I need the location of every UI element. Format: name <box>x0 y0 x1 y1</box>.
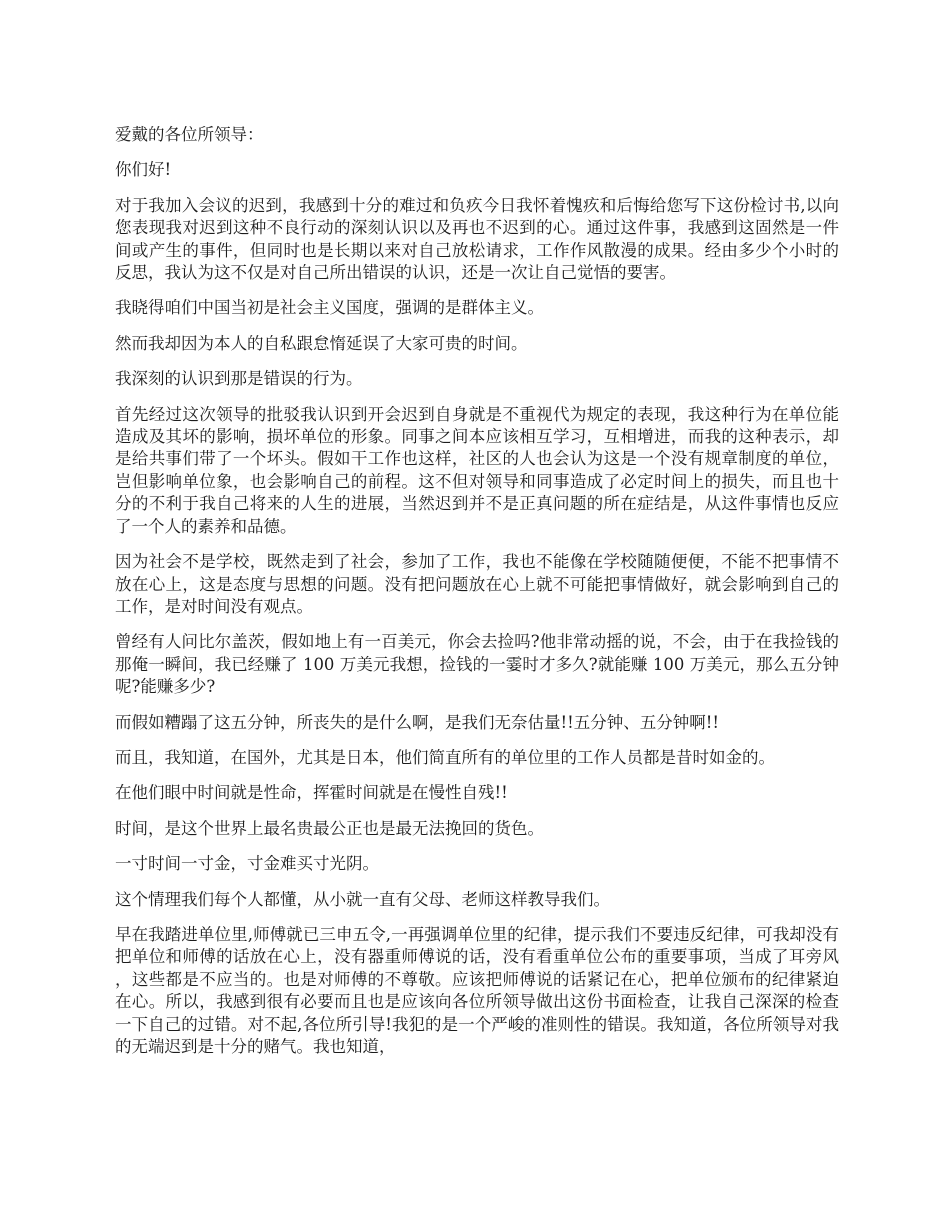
paragraph: 首先经过这次领导的批驳我认识到开会迟到自身就是不重视代为规定的表现，我这种行为在单位能造成及其坏的影响，损坏单位的形象。同事之间本应该相互学习，互相增进，而我的这种表示，却是给共事们带了一个坏头。假如干工作也这样，社区的人也会认为这是一个没有规章制度的单位，岂但影响单位象，也会影响自己的前程。这不但对领导和同事造成了必定时间上的损失，而且也十分的不利于我自己将来的人生的进展，当然迟到并不是正真问题的所在症结是，从这件事情也反应了一个人的素养和品德。 <box>115 404 839 536</box>
paragraph: 而且，我知道，在国外，尤其是日本，他们简直所有的单位里的工作人员都是昔时如金的。 <box>115 747 775 767</box>
paragraph: 然而我却因为本人的自私跟怠惰延误了大家可贵的时间。 <box>115 333 528 353</box>
paragraph: 对于我加入会议的迟到，我感到十分的难过和负疚今日我怀着愧疚和后悔给您写下这份检讨书,以向您表现我对迟到这种不良行动的深刻认识以及再也不迟到的心。通过这件事，我感到这固然是一件间或产生的事件，但同时也是长期以来对自己放松请求，工作作风散漫的成果。经由多少个小时的反思，我认为这不仅是对自己所出错误的认识，还是一次让自己觉悟的要害。 <box>115 195 839 283</box>
paragraph: 我晓得咱们中国当初是社会主义国度，强调的是群体主义。 <box>115 298 544 318</box>
paragraph: 一寸时间一寸金，寸金难买寸光阴。 <box>115 854 379 874</box>
paragraph: 而假如糟蹋了这五分钟，所丧失的是什么啊，是我们无奈估量!!五分钟、五分钟啊!! <box>115 712 720 732</box>
paragraph: 我深刻的认识到那是错误的行为。 <box>115 369 363 389</box>
greeting: 你们好! <box>115 160 172 180</box>
salutation: 爱戴的各位所领导： <box>115 125 264 144</box>
paragraph: 时间，是这个世界上最名贵最公正也是最无法挽回的货色。 <box>115 818 544 838</box>
paragraph: 早在我踏进单位里,师傅就已三申五令,一再强调单位里的纪律，提示我们不要违反纪律，可我却没有把单位和师傅的话放在心上，没有器重师傅说的话，没有看重单位公布的重要事项，当成了耳旁风，这些都是不应当的。也是对师傅的不尊敬。应该把师傅说的话紧记在心，把单位颁布的纪律紧迫在心。所以，我感到很有必要而且也是应该向各位所领导做出这份书面检查，让我自己深深的检查一下自己的过错。对不起,各位所引导!我犯的是一个严峻的准则性的错误。我知道，各位所领导对我的无端迟到是十分的赌气。我也知道， <box>115 924 839 1056</box>
paragraph: 因为社会不是学校，既然走到了社会，参加了工作，我也不能像在学校随随便便，不能不把事情不放在心上，这是态度与思想的问题。没有把问题放在心上就不可能把事情做好，就会影响到自己的工作，是对时间没有观点。 <box>115 552 839 616</box>
paragraph: 曾经有人问比尔盖茨，假如地上有一百美元，你会去捡吗?他非常动摇的说，不会，由于在我捡钱的那俺一瞬间，我已经赚了 100 万美元我想，捡钱的一霎时才多久?就能赚 100 万美元，那么五分钟呢?能赚多少? <box>115 632 839 697</box>
paragraph: 在他们眼中时间就是性命，挥霍时间就是在慢性自残!! <box>115 783 508 803</box>
document-body <box>115 124 839 1071</box>
paragraph: 这个情理我们每个人都懂，从小就一直有父母、老师这样教导我们。 <box>115 889 610 909</box>
